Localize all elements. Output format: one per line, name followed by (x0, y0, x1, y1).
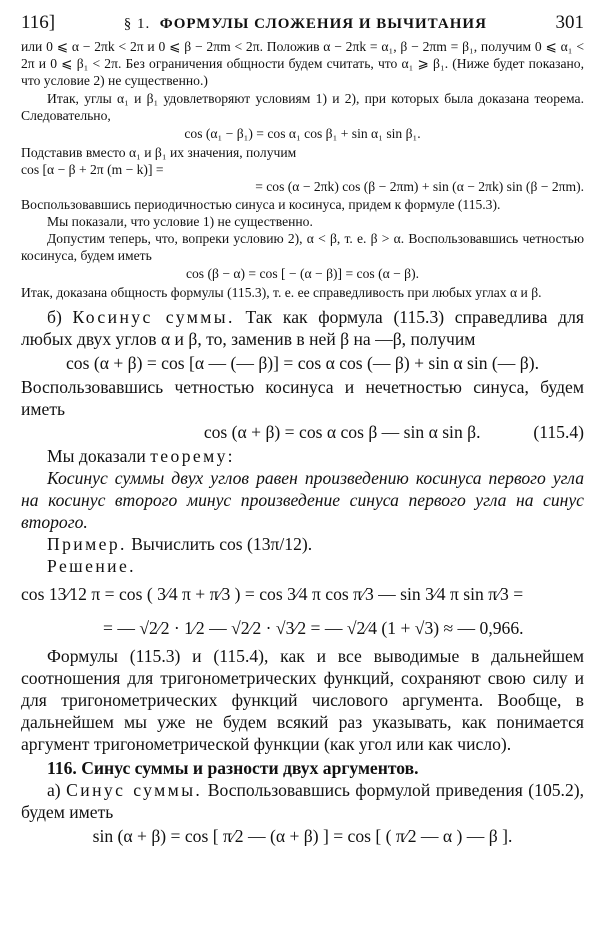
paragraph-periodicity: Воспользовавшись периодичностью синуса и косинуса, придем к формуле (115.3). (21, 196, 501, 212)
formula-substituted-right: = cos (α − 2πk) cos (β − 2πm) + sin (α − 2πk) sin (β − 2πm). (255, 179, 584, 195)
formula-cos-sum-derivation: cos (α + β) = cos [α — (— β)] = cos α cos (— β) + sin α sin (— β). (66, 352, 539, 373)
cosine-sum-text: Так как формула (115.3) справедлива для любых двух углов α и β, то, заменив в ней β на —β, получим (21, 306, 584, 349)
theorem-word: теорему: (150, 445, 235, 466)
running-title-text: ФОРМУЛЫ СЛОЖЕНИЯ И ВЫЧИТАНИЯ (159, 16, 487, 32)
formula-example-line2: = — √2⁄2 · 1⁄2 — √2⁄2 · √3⁄2 = — √2⁄4 (1 + √3) ≈ — 0,966. (103, 617, 524, 638)
paragraph-angles: Итак, углы α₁ и β₁ удовлетворяют условиям 1) и 2), при которых была доказана теорема. Следовательно, (21, 90, 584, 123)
paragraph-numeric-argument: Формулы (115.3) и (115.4), как и все выводимые в дальнейшем соотношения для тригонометрических функций, сохраняют свою силу и для тригонометрических функций числового аргумента. Вообще, в дальнейшем мы уже не будем всякий раз указывать, как понимается аргумент тригонометрической функции (как угол или как число). (21, 645, 584, 754)
page-number: 301 (555, 12, 584, 33)
formula-cos-sum-row (21, 420, 584, 445)
paragraph-cosine-sum (21, 306, 584, 350)
formula-example-line1: cos 13⁄12 π = cos ( 3⁄4 π + π⁄3 ) = cos 3⁄4 π cos π⁄3 — sin 3⁄4 π sin π⁄3 = (21, 583, 524, 604)
formula-substituted-left: cos [α − β + 2π (m − k)] = (21, 162, 164, 178)
section-heading-116: 116. Синус суммы и разности двух аргументов. (47, 757, 419, 778)
theorem-intro-text: Мы доказали (47, 445, 146, 466)
paragraph-assume: Допустим теперь, что, вопреки условию 2), α < β, т. е. β > α. Воспользовавшись четностью косинуса, будем иметь (21, 231, 584, 264)
paragraph-evenness: Воспользовавшись четностью косинуса и нечетностью синуса, будем иметь (21, 376, 584, 419)
theorem-statement: Косинус суммы двух углов равен произведению косинуса первого угла на косинус второго минус произведение синуса первого угла на синус второго. (21, 467, 584, 532)
theorem-intro (21, 445, 584, 467)
example (21, 533, 584, 555)
paragraph-conditions: или 0 ⩽ α − 2πk < 2π и 0 ⩽ β − 2πm < 2π. Положив α − 2πk = α₁, β − 2πm = β₁, получим 0 ⩽ α₁ < 2π и 0 ⩽ β₁ < 2π. Без ограничения общности будем считать, что α₁ ⩾ β₁. (Ниже будет показано, что условие 2) не существенно.) (21, 39, 584, 89)
solution-label: Решение. (47, 555, 136, 576)
formula-cos-sum: cos (α + β) = cos α cos β — sin α sin β. (203, 421, 481, 442)
example-text: Вычислить cos (13π/12). (131, 533, 313, 554)
paragraph-condition1: Мы показали, что условие 1) не существенно. (47, 213, 313, 229)
example-label: Пример. (47, 533, 127, 554)
page-header (21, 12, 584, 38)
item-label-a: а) (47, 779, 61, 800)
formula-cos-evenness: cos (β − α) = cos [ − (α − β)] = cos (α − β). (185, 266, 420, 282)
sine-sum-text: Воспользовавшись формулой приведения (105.2), будем иметь (21, 779, 585, 822)
section-mark: § 1. (123, 16, 151, 32)
formula-sine-sum: sin (α + β) = cos [ π⁄2 — (α + β) ] = cos [ ( π⁄2 — α ) — β ]. (92, 825, 513, 846)
formula-cos-difference: cos (α₁ − β₁) = cos α₁ cos β₁ + sin α₁ sin β₁. (184, 126, 421, 142)
formula-number-115-4: (115.4) (533, 421, 584, 442)
paragraph-generality: Итак, доказана общность формулы (115.3), т. е. ее справедливость при любых углах α и β. (21, 285, 542, 301)
item-label-b: б) (47, 306, 62, 327)
heading-sine-sum: Синус суммы. (66, 779, 203, 800)
paragraph-sine-sum (21, 779, 584, 823)
running-title (124, 16, 487, 33)
chapter-number: 116] (21, 12, 56, 33)
heading-cosine-sum: Косинус суммы. (72, 306, 235, 327)
paragraph-substitution: Подставив вместо α₁ и β₁ их значения, получим (21, 145, 297, 161)
